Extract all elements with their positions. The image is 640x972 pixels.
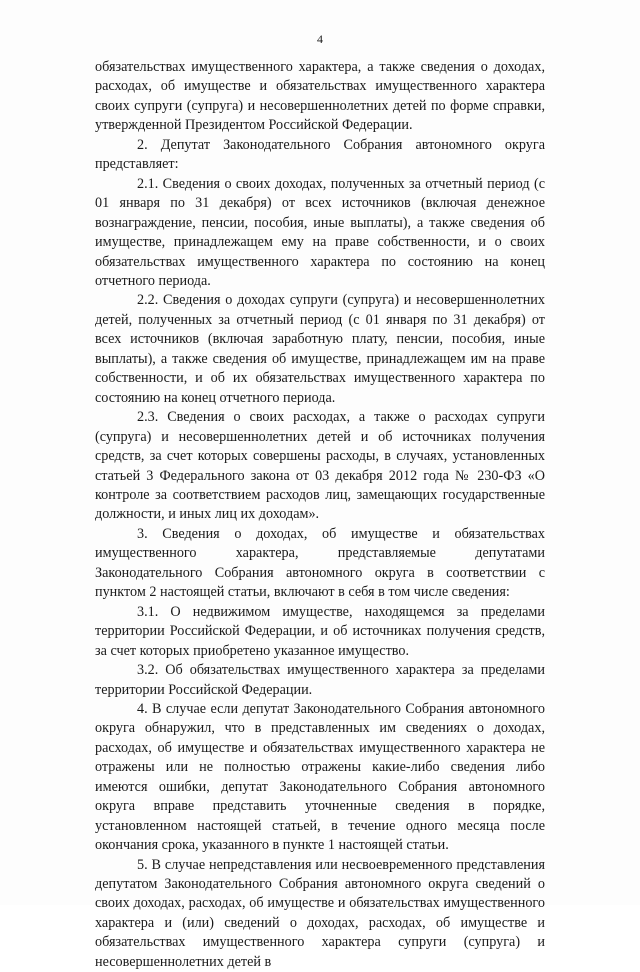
paragraph-continuation: обязательствах имущественного характера, а также сведения о доходах, расходах, об имуществе и обязательствах имущественного характера своих супруги (супруга) и несовершеннолетних детей по форме справки, утвержденной Президентом Российской Федерации. [95,59,545,134]
paragraph-clause-2-1: 2.1. Сведения о своих доходах, полученных за отчетный период (с 01 января по 31 декабря) от всех источников (включая денежное вознаграждение, пенсии, пособия, иные выплаты), а также сведения об имуществе, принадлежащем ему на праве собственности, и о своих обязательствах имущественного характера по состоянию на конец отчетного периода. [95,175,545,289]
paragraph-clause-3-2: 3.2. Об обязательствах имущественного характера за пределами территории Российской Федерации. [95,662,545,698]
page-number: 4 [317,32,323,46]
paragraph-clause-4: 4. В случае если депутат Законодательного Собрания автономного округа обнаружил, что в представленных им сведениях о доходах, расходах, об имуществе и обязательствах имущественного характера не отражены или не полностью отражены какие-либо сведения либо имеются ошибки, депутат Законодательного Собрания автономного округа вправе представить уточненные сведения в порядке, установленном настоящей статьей, в течение одного месяца после окончания срока, указанного в пункте 1 настоящей статьи. [95,700,545,854]
paragraph-clause-3-1: 3.1. О недвижимом имуществе, находящемся за пределами территории Российской Федерации, и об источниках получения средств, за счет которых приобретено указанное имущество. [95,603,545,659]
paragraph-clause-3: 3. Сведения о доходах, об имуществе и обязательствах имущественного характера, представляемые депутатами Законодательного Собрания автономного округа в соответствии с пунктом 2 настоящей статьи, включают в себя в том числе сведения: [95,525,545,601]
document-body [95,58,545,972]
paragraph-clause-2: 2. Депутат Законодательного Собрания автономного округа представляет: [95,136,545,173]
paragraph-clause-2-2: 2.2. Сведения о доходах супруги (супруга) и несовершеннолетних детей, полученных за отчетный период (с 01 января по 31 декабря) от всех источников (включая заработную плату, пенсии, пособия, иные выплаты), а также сведения об имуществе, принадлежащем им на праве собственности, и об их обязательствах имущественного характера по состоянию на конец отчетного периода. [95,292,545,406]
paragraph-clause-5: 5. В случае непредставления или несвоевременного представления депутатом Законодательного Собрания автономного округа сведений о своих доходах, расходах, об имуществе и обязательствах имущественного характера и (или) сведений о доходах, расходах, об имуществе и обязательствах имущественного характера супруги (супруга) и несовершеннолетних детей в [95,856,545,970]
paragraph-clause-2-3: 2.3. Сведения о своих расходах, а также о расходах супруги (супруга) и несовершеннолетних детей и об источниках получения средств, за счет которых совершены расходы, в случаях, установленных статьей 3 Федерального закона от 03 декабря 2012 года № 230-ФЗ «О контроле за соответствием расходов лиц, замещающих государственные должности, и иных лиц их доходам». [95,409,545,523]
